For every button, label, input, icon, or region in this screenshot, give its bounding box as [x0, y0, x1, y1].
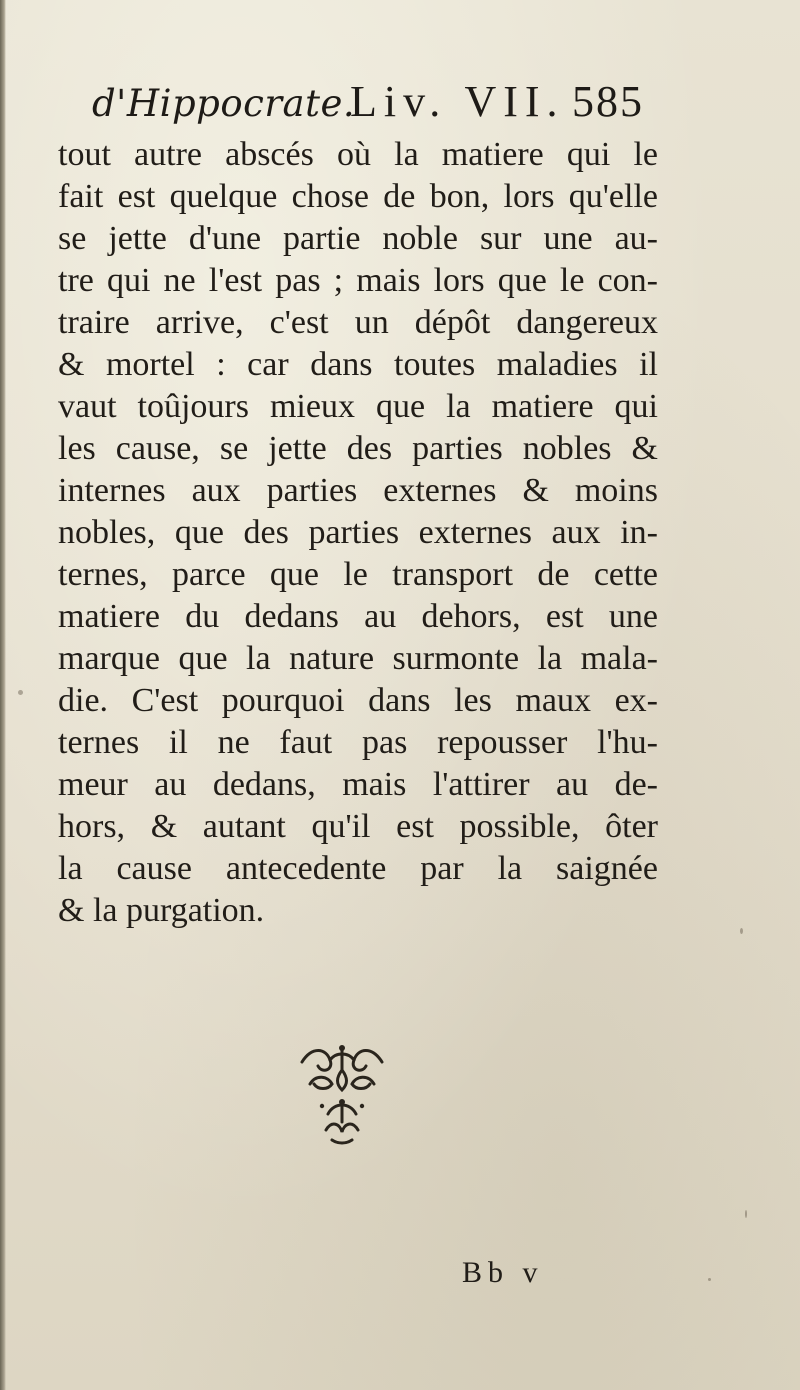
text-line: & la purgation. — [58, 892, 265, 929]
paper-speck — [745, 1210, 747, 1218]
fleuron-ornament-icon — [292, 1040, 392, 1150]
paper-speck — [18, 690, 23, 695]
text-line: se jette d'une partie noble sur une au- — [58, 220, 658, 257]
text-line: traire arrive, c'est un dépôt dangereux — [58, 304, 658, 341]
body-text — [58, 134, 658, 932]
text-line: matiere du dedans au dehors, est une — [58, 598, 658, 635]
text-line: les cause, se jette des parties nobles & — [58, 430, 658, 467]
text-line: meur au dedans, mais l'attirer au de- — [58, 766, 658, 803]
page-binding-edge — [0, 0, 6, 1390]
text-line: ternes il ne faut pas repousser l'hu- — [58, 724, 658, 761]
text-line: fait est quelque chose de bon, lors qu'elle — [58, 178, 658, 215]
text-line: tre qui ne l'est pas ; mais lors que le con- — [58, 262, 658, 299]
running-head — [92, 76, 672, 136]
text-line: internes aux parties externes & moins — [58, 472, 658, 509]
text-line: la cause antecedente par la saignée — [58, 850, 658, 887]
text-line: vaut toûjours mieux que la matiere qui — [58, 388, 658, 425]
text-line: nobles, que des parties externes aux in- — [58, 514, 658, 551]
running-head-title: d'Hippocrate. — [92, 82, 356, 125]
text-line: & mortel : car dans toutes maladies il — [58, 346, 658, 383]
running-head-book: Liv. VII. — [350, 77, 565, 126]
paper-speck — [708, 1278, 711, 1281]
text-line: die. C'est pourquoi dans les maux ex- — [58, 682, 658, 719]
page-number: 585 — [572, 77, 644, 126]
paper-speck — [740, 928, 743, 934]
text-line: marque que la nature surmonte la mala- — [58, 640, 658, 677]
text-line: ternes, parce que le transport de cette — [58, 556, 658, 593]
signature-mark: Bb v — [462, 1256, 544, 1289]
text-line: hors, & autant qu'il est possible, ôter — [58, 808, 658, 845]
text-line: tout autre abscés où la matiere qui le — [58, 136, 658, 173]
